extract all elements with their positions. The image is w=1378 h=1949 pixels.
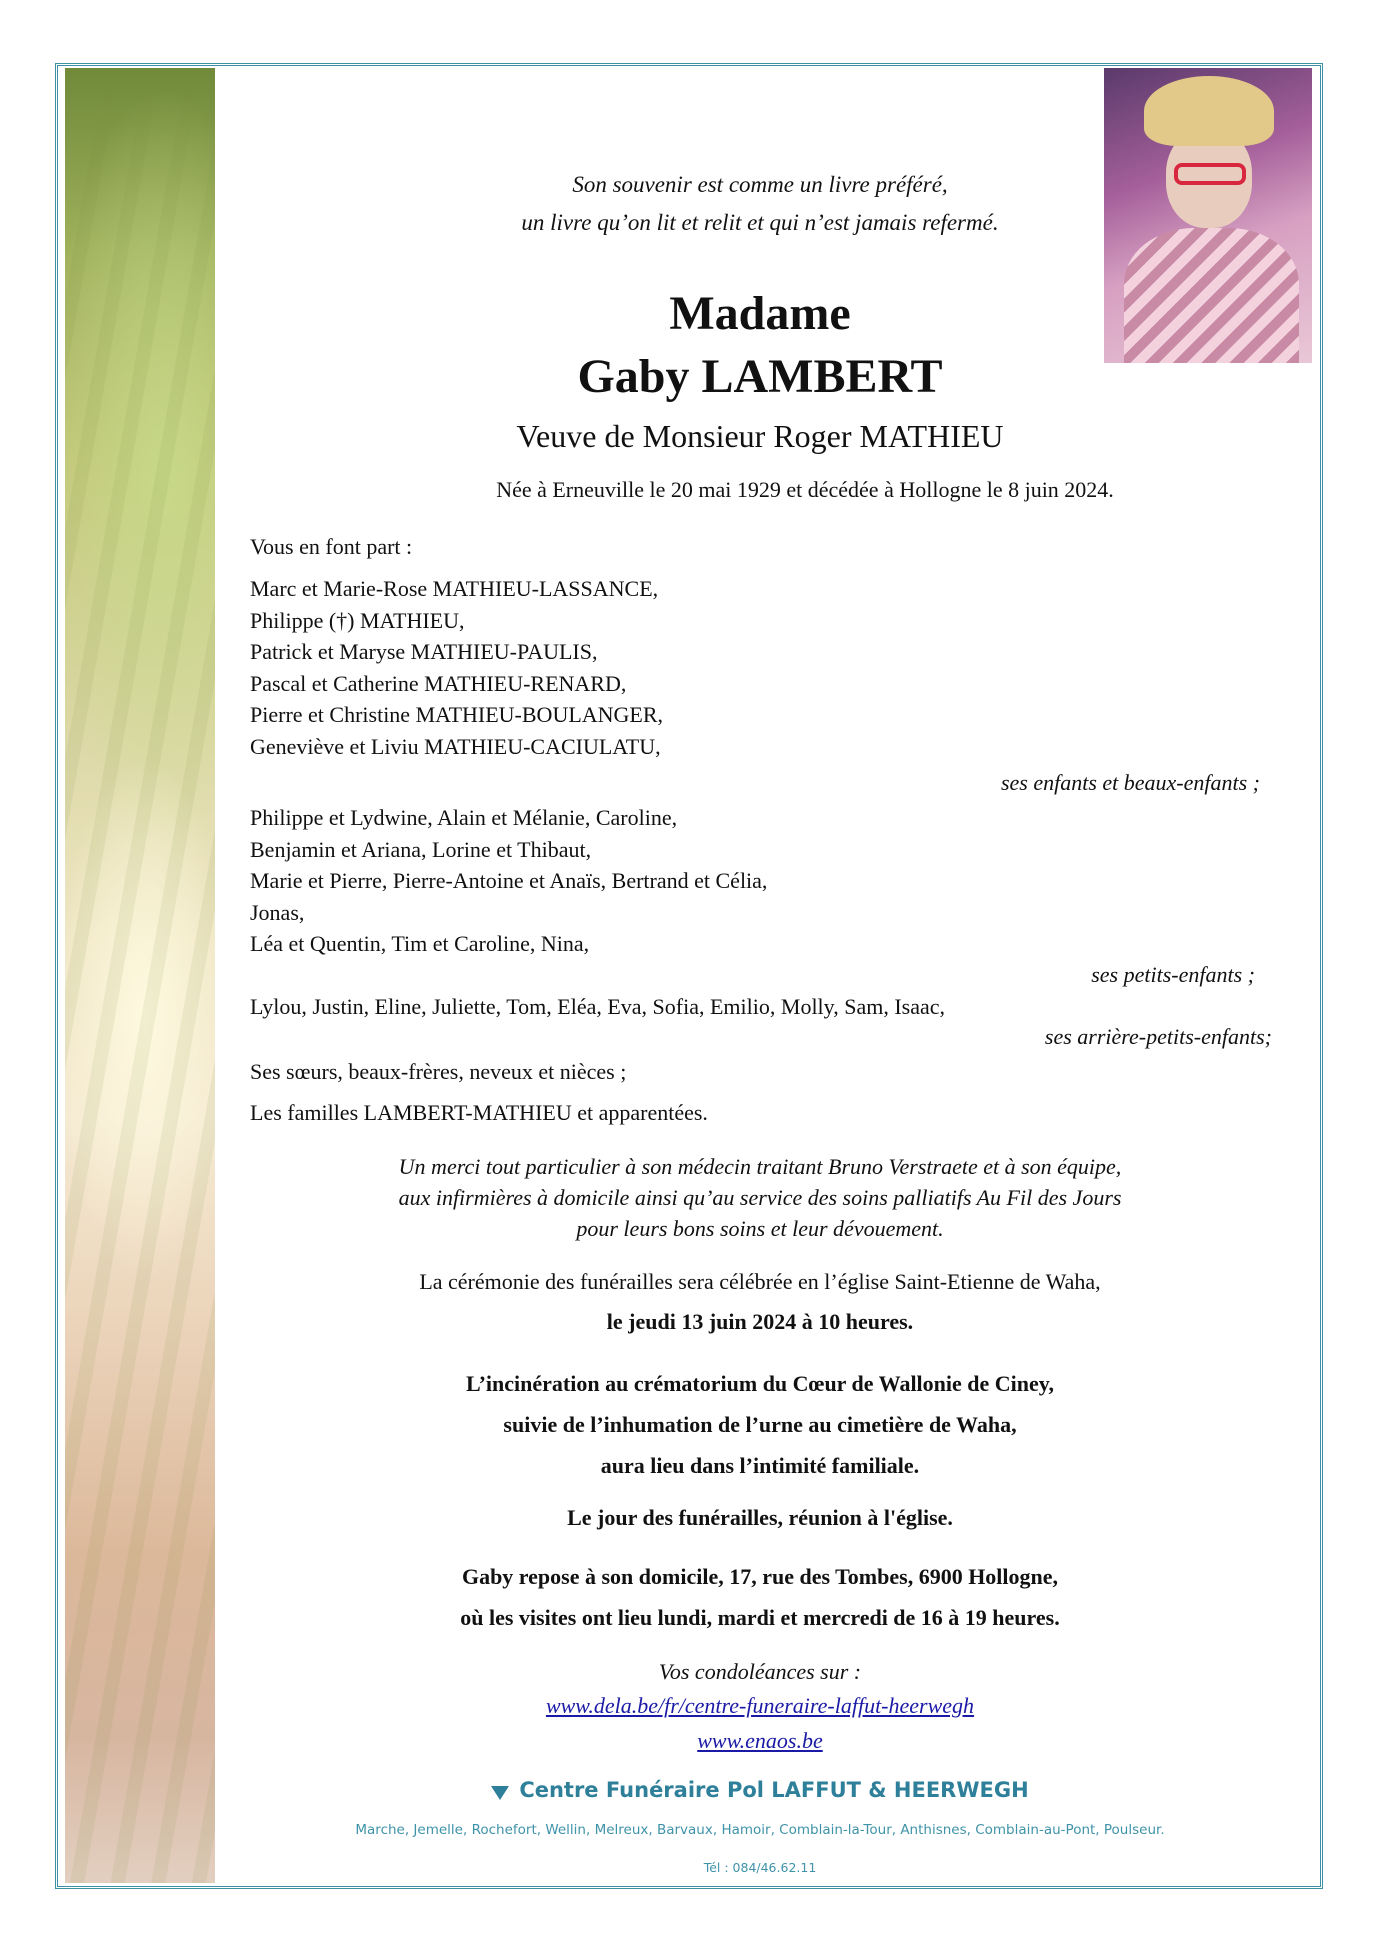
list-item: Patrick et Maryse MATHIEU-PAULIS, [250, 639, 598, 664]
triangle-down-icon [491, 1786, 509, 1800]
list-item: Pierre et Christine MATHIEU-BOULANGER, [250, 702, 664, 727]
birth-death-line: Née à Erneuville le 20 mai 1929 et décédée à Hollogne le 8 juin 2024. [496, 477, 1114, 502]
list-item: Benjamin et Ariana, Lorine et Thibaut, [250, 836, 592, 862]
rest-text: Gaby repose à son domicile, 17, rue des Tombes, 6900 Hollogne, où les visites ont lieu lundi, mardi et mercredi de 16 à 19 heures. [460, 1564, 1060, 1630]
title: Madame [669, 287, 851, 340]
children-label: ses enfants et beaux-enfants ; [1000, 770, 1260, 795]
list-item: Léa et Quentin, Tim et Caroline, Nina, [250, 931, 590, 956]
list-item: Jonas, [250, 899, 305, 925]
list-item: Pascal et Catherine MATHIEU-RENARD, [250, 670, 627, 696]
list-item: Philippe (†) MATHIEU, [250, 607, 465, 633]
condolences-label: Vos condoléances sur : [658, 1659, 862, 1684]
great-grandchildren-label: ses arrière-petits-enfants; [1044, 1024, 1272, 1049]
funeral-home-towns: Marche, Jemelle, Rochefort, Wellin, Melreux, Barvaux, Hamoir, Comblain-la-Tour, Anthisnes, Comblain-au-Pont, Poulseur. [355, 1822, 1165, 1838]
funeral-home-title: Centre Funéraire Pol LAFFUT & HEERWEGH [250, 1778, 1270, 1802]
grandchildren-label: ses petits-enfants ; [1091, 962, 1255, 987]
children-list [250, 573, 1280, 762]
forest-path-image [65, 68, 215, 1883]
ceremony-text: La cérémonie des funérailles sera célébrée en l’église Saint-Etienne de Waha, [419, 1269, 1101, 1294]
funeral-home-phone: Tél : 084/46.62.11 [703, 1860, 817, 1875]
grandchildren-list [250, 802, 1280, 960]
thanks-text: Un merci tout particulier à son médecin traitant Bruno Verstraete et à son équipe, aux infirmières à domicile ainsi qu’au service des soins palliatifs Au Fil des Jours pour leurs bons soins et leur dévouement. [398, 1154, 1122, 1241]
ceremony-date: le jeudi 13 juin 2024 à 10 heures. [606, 1309, 914, 1334]
deceased-name: Gaby LAMBERT [577, 350, 943, 403]
great-grandchildren-list: Lylou, Justin, Eline, Juliette, Tom, Eléa, Eva, Sofia, Emilio, Molly, Sam, Isaac, [250, 994, 946, 1019]
meeting-text: Le jour des funérailles, réunion à l'église. [567, 1505, 953, 1530]
dela-link[interactable]: www.dela.be/fr/centre-funeraire-laffut-heerwegh [545, 1693, 975, 1718]
families-text: Les familles LAMBERT-MATHIEU et apparentées. [250, 1100, 708, 1125]
list-item: Philippe et Lydwine, Alain et Mélanie, Caroline, [250, 805, 678, 830]
widow-of: Veuve de Monsieur Roger MATHIEU [516, 418, 1004, 454]
list-item: Geneviève et Liviu MATHIEU-CACIULATU, [250, 733, 661, 759]
list-item: Marc et Marie-Rose MATHIEU-LASSANCE, [250, 576, 659, 601]
siblings-text: Ses sœurs, beaux-frères, neveux et nièces ; [250, 1059, 627, 1084]
enaos-link[interactable]: www.enaos.be [697, 1728, 823, 1753]
intro-text: Vous en font part : [250, 534, 413, 559]
list-item: Marie et Pierre, Pierre-Antoine et Anaïs, Bertrand et Célia, [250, 868, 768, 893]
cremation-text: L’incinération au crématorium du Cœur de Wallonie de Ciney, suivie de l’inhumation de l’urne au cimetière de Waha, aura lieu dans l’intimité familiale. [465, 1371, 1055, 1478]
condolence-links [250, 1690, 1270, 1760]
memorial-quote: Son souvenir est comme un livre préféré, un livre qu’on lit et relit et qui n’est jamais refermé. [521, 172, 999, 235]
